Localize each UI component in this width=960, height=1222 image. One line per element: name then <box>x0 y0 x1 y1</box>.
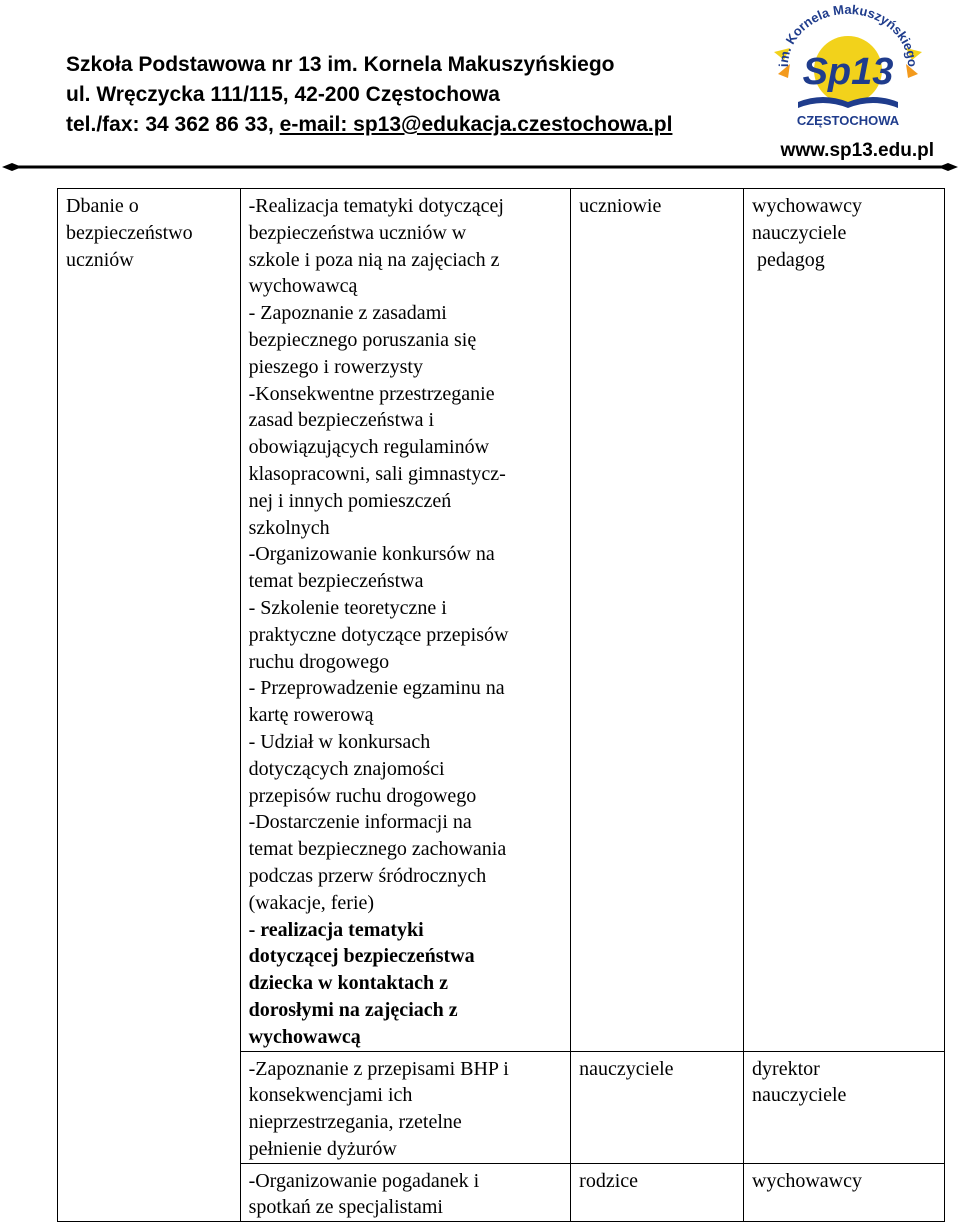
header-rule <box>0 160 960 174</box>
responsible-cell <box>744 189 945 1052</box>
logo-arc-text: im. Kornela Makuszyńskiego <box>775 4 921 68</box>
action-line: -Dostarczenie informacji na <box>248 811 472 834</box>
topic-cell <box>58 189 241 1222</box>
actions-cell <box>240 189 571 1052</box>
action-line: szkolnych <box>248 516 330 539</box>
action-line: -Realizacja tematyki dotyczącej <box>248 195 504 217</box>
topic-line: Dbanie o <box>66 195 139 217</box>
action-line: temat bezpiecznego zachowania <box>248 838 507 861</box>
topic-line: uczniów <box>66 248 134 271</box>
action-line: wychowawcą <box>248 275 358 298</box>
phone-fax: tel./fax: 34 362 86 33, <box>66 113 280 136</box>
action-line: zasad bezpieczeństwa i <box>248 409 435 432</box>
action-line: pełnienie dyżurów <box>248 1137 397 1160</box>
topic-line: bezpieczeństwo <box>66 221 193 244</box>
action-line: pieszego i rowerzysty <box>248 355 423 378</box>
participant-line: uczniowie <box>579 195 662 217</box>
action-line: -Organizowanie pogadanek i <box>248 1169 480 1192</box>
program-table-body <box>58 189 945 1222</box>
responsible-line: wychowawcy <box>752 1169 862 1192</box>
school-logo <box>768 4 928 128</box>
actions-cell <box>240 1051 571 1163</box>
responsible-line: pedagog <box>752 248 825 271</box>
action-line: - Zapoznanie z zasadami <box>248 302 447 325</box>
program-table <box>57 188 945 1222</box>
action-line: -Organizowanie konkursów na <box>248 543 495 566</box>
school-address: ul. Wręczycka 111/115, 42-200 Częstochowa <box>66 83 500 106</box>
actions-cell <box>240 1163 571 1222</box>
participant-line: nauczyciele <box>579 1057 674 1080</box>
diamond-right-icon <box>938 163 958 171</box>
action-line: dorosłymi na zajęciach z <box>248 998 458 1021</box>
logo-city: CZĘSTOCHOWA <box>796 113 900 128</box>
action-line: - Udział w konkursach <box>248 730 431 753</box>
table-row <box>58 189 945 1052</box>
action-line: nieprzestrzegania, rzetelne <box>248 1111 462 1134</box>
participant-line: rodzice <box>579 1169 639 1192</box>
action-line: - Przeprowadzenie egzaminu na <box>248 677 505 700</box>
logo-mark: Sp13 <box>802 51 894 93</box>
diamond-left-icon <box>2 163 22 171</box>
school-address-block <box>66 50 672 140</box>
action-line: dotyczącej bezpieczeństwa <box>248 945 475 968</box>
action-line: obowiązujących regulaminów <box>248 436 490 459</box>
website-link[interactable]: www.sp13.edu.pl <box>780 140 934 161</box>
action-line: -Zapoznanie z przepisami BHP i <box>248 1057 509 1080</box>
responsible-cell <box>744 1163 945 1222</box>
responsible-line: dyrektor <box>752 1057 820 1080</box>
action-line: temat bezpieczeństwa <box>248 570 424 593</box>
action-line: - realizacja tematyki <box>248 918 424 941</box>
school-contact <box>66 110 672 140</box>
action-line: - Szkolenie teoretyczne i <box>248 596 447 619</box>
responsible-line: nauczyciele <box>752 1084 847 1107</box>
action-line: kartę rowerową <box>248 704 374 727</box>
action-line: ruchu drogowego <box>248 650 390 673</box>
action-line: przepisów ruchu drogowego <box>248 784 477 807</box>
action-line: (wakacje, ferie) <box>248 891 375 914</box>
action-line: dotyczących znajomości <box>248 757 445 780</box>
action-line: nej i innych pomieszczeń <box>248 489 452 512</box>
school-name: Szkoła Podstawowa nr 13 im. Kornela Makuszyńskiego <box>66 53 615 76</box>
action-line: -Konsekwentne przestrzeganie <box>248 382 495 405</box>
responsible-line: nauczyciele <box>752 221 847 244</box>
action-line: spotkań ze specjalistami <box>248 1196 443 1219</box>
action-line: praktyczne dotyczące przepisów <box>248 623 509 646</box>
responsible-line: wychowawcy <box>752 195 862 217</box>
action-line: szkole i poza nią na zajęciach z <box>248 248 500 271</box>
action-line: bezpieczeństwa uczniów w <box>248 221 467 244</box>
action-line: dziecka w kontaktach z <box>248 972 449 995</box>
action-line: podczas przerw śródrocznych <box>248 864 487 887</box>
action-line: wychowawcą <box>248 1025 361 1048</box>
action-line: konsekwencjami ich <box>248 1084 413 1107</box>
action-line: bezpiecznego poruszania się <box>248 328 477 351</box>
participants-cell <box>571 1163 744 1222</box>
participants-cell <box>571 1051 744 1163</box>
letterhead <box>0 0 960 170</box>
participants-cell <box>571 189 744 1052</box>
email-link[interactable]: e-mail: sp13@edukacja.czestochowa.pl <box>279 113 673 136</box>
action-line: klasopracowni, sali gimnastycz- <box>248 462 506 485</box>
responsible-cell <box>744 1051 945 1163</box>
